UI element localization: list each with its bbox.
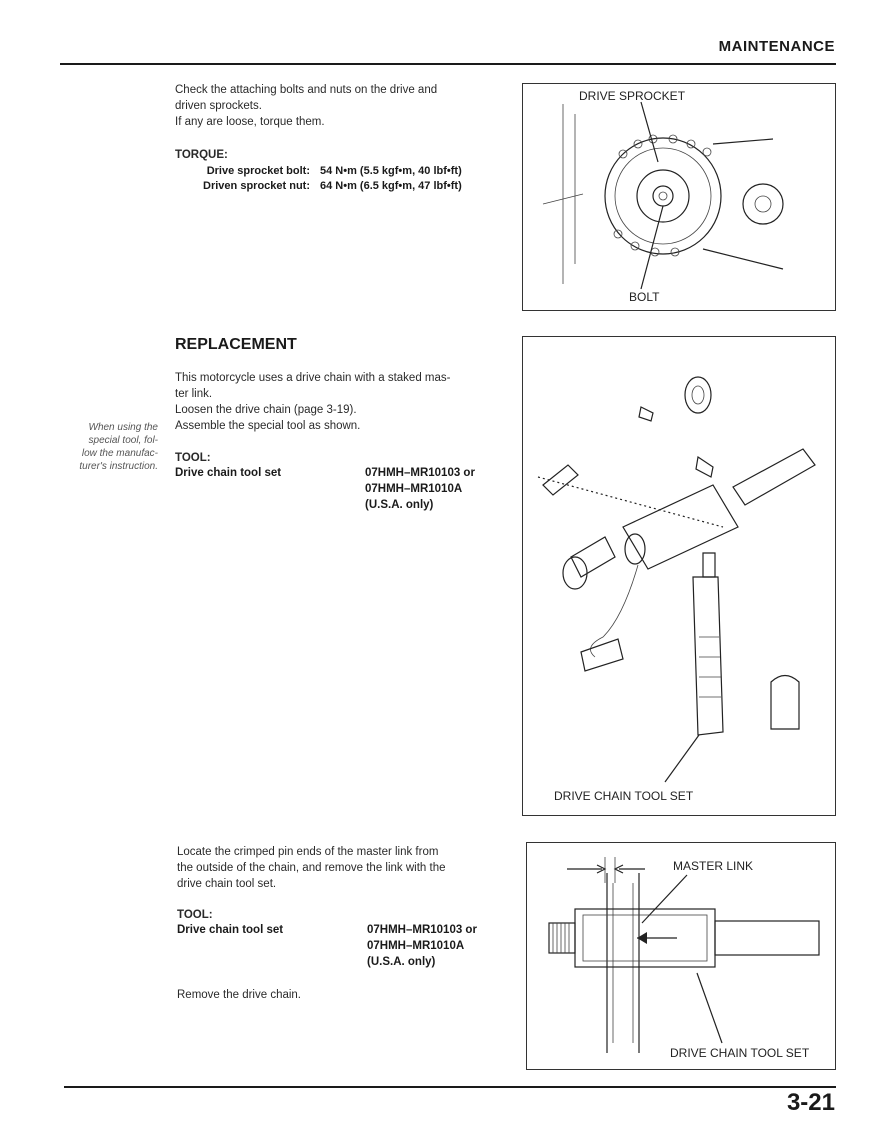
drive-chain-tool-set-illustration: [523, 337, 835, 815]
tool-row: [177, 922, 517, 970]
text-line: Check the attaching bolts and nuts on the drive and: [175, 84, 438, 96]
text-line: If any are loose, torque them.: [175, 116, 325, 128]
tool-heading: TOOL:: [175, 452, 211, 464]
torque-row: [175, 179, 515, 194]
replacement-heading: REPLACEMENT: [175, 336, 297, 353]
torque-row: [175, 164, 515, 179]
tool-part-line: 07HMH–MR10103 or: [367, 924, 477, 936]
tool-part-line: (U.S.A. only): [365, 499, 434, 511]
tool-part-numbers: [365, 465, 515, 513]
page-number: 3-21: [786, 1089, 835, 1116]
torque-heading: TORQUE:: [175, 149, 228, 161]
torque-specs: [175, 164, 515, 194]
drive-sprocket-illustration: [523, 84, 835, 310]
margin-note-line: turer's instruction.: [79, 461, 158, 472]
text-line: ter link.: [175, 388, 213, 400]
tool-part-line: 07HMH–MR10103 or: [365, 467, 475, 479]
drive-chain-tool-set-label: DRIVE CHAIN TOOL SET: [670, 1046, 810, 1060]
tool-part-line: 07HMH–MR1010A: [367, 940, 465, 952]
drive-chain-tool-set-label: DRIVE CHAIN TOOL SET: [554, 789, 694, 803]
tool-part-numbers: [367, 922, 517, 970]
section-title: MAINTENANCE: [718, 38, 835, 55]
tool-part-line: 07HMH–MR1010A: [365, 483, 463, 495]
tool-part-line: (U.S.A. only): [367, 956, 436, 968]
figure-drive-sprocket: [522, 83, 836, 311]
figure-master-link: [526, 842, 836, 1070]
text-line: Loosen the drive chain (page 3-19).: [175, 404, 357, 416]
margin-note-line: When using the: [88, 422, 158, 433]
inspection-text: [175, 82, 515, 130]
tool-heading: TOOL:: [177, 909, 213, 921]
removal-text: [177, 844, 517, 892]
text-line: drive chain tool set.: [177, 878, 277, 890]
text-line: Assemble the special tool as shown.: [175, 420, 361, 432]
bolt-label: BOLT: [629, 290, 660, 304]
tool-name: Drive chain tool set: [175, 467, 282, 479]
text-line: This motorcycle uses a drive chain with a staked mas-: [175, 372, 451, 384]
master-link-illustration: [527, 843, 835, 1069]
tool-row: [175, 465, 515, 513]
text-line: the outside of the chain, and remove the link with the: [177, 862, 446, 874]
tool-name: Drive chain tool set: [177, 924, 284, 936]
torque-value: 54 N•m (5.5 kgf•m, 40 lbf•ft): [320, 165, 462, 177]
figure-drive-chain-tool-set: [522, 336, 836, 816]
footer-rule: [64, 1086, 836, 1088]
margin-note: [58, 421, 158, 473]
torque-value: 64 N•m (6.5 kgf•m, 47 lbf•ft): [320, 180, 462, 192]
replacement-text: [175, 370, 515, 434]
margin-note-line: special tool, fol-: [88, 435, 158, 446]
margin-note-line: low the manufac-: [81, 448, 158, 459]
final-instruction: Remove the drive chain.: [177, 989, 302, 1001]
drive-sprocket-label: DRIVE SPROCKET: [579, 89, 686, 103]
text-line: Locate the crimped pin ends of the master link from: [177, 846, 439, 858]
master-link-label: MASTER LINK: [673, 859, 754, 873]
torque-label: Driven sprocket nut:: [203, 180, 310, 192]
torque-label: Drive sprocket bolt:: [206, 165, 310, 177]
text-line: driven sprockets.: [175, 100, 262, 112]
header-rule: [60, 63, 836, 65]
